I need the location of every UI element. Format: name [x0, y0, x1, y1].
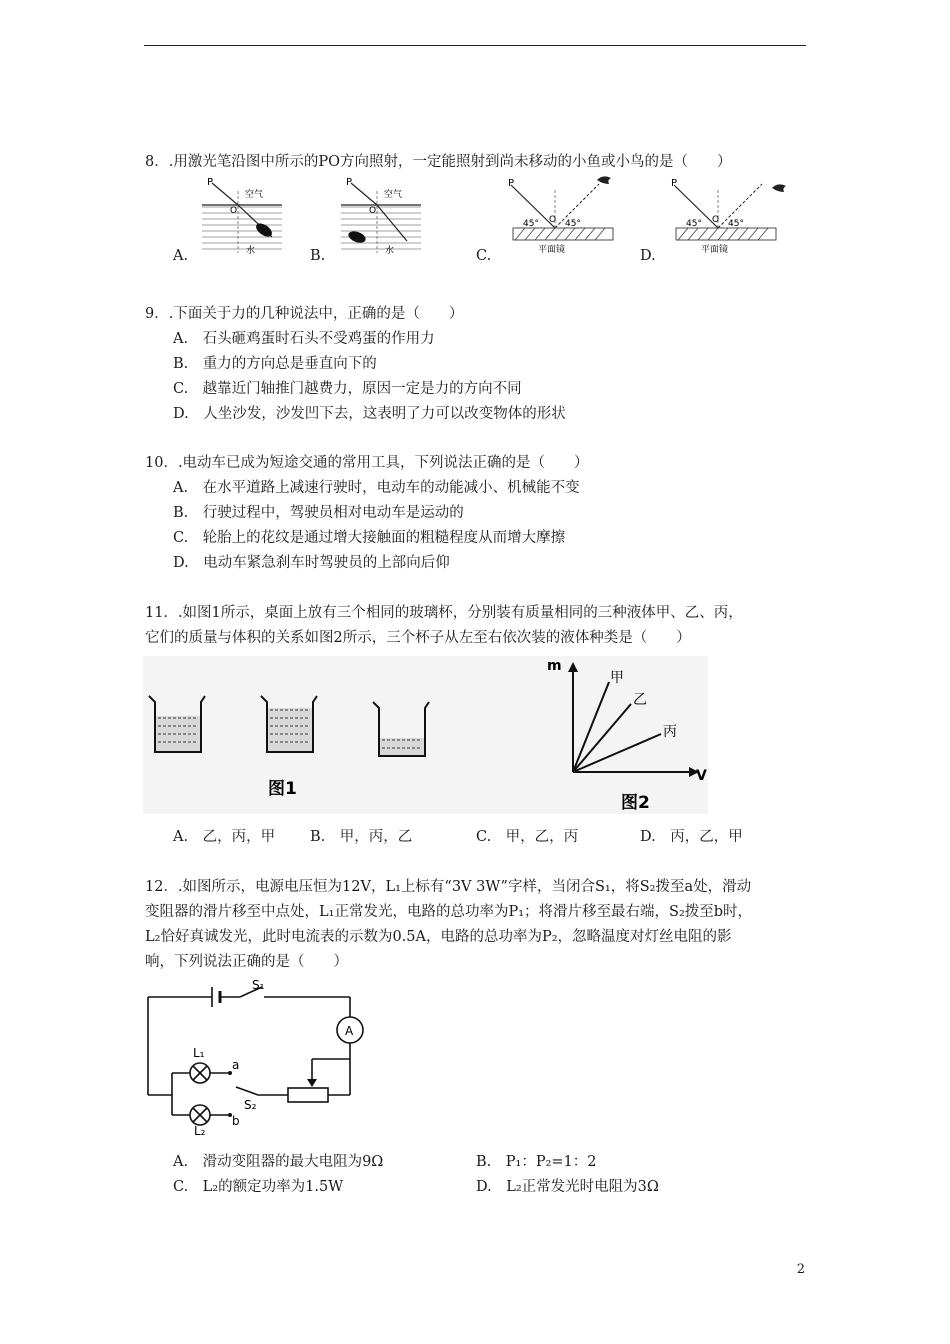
q11-fig1-caption: 图1 [268, 779, 297, 799]
q8b-label-p: P [346, 177, 353, 188]
q8-option-c: C. [476, 248, 492, 264]
q8c-label-o: O [549, 215, 557, 225]
q8d-label-p: P [671, 178, 678, 189]
q8-stem: 8．.用激光笔沿图中所示的PO方向照射，一定能照射到尚未移动的小鱼或小鸟的是（ ） [145, 154, 732, 170]
q8-option-b: B. [310, 248, 326, 264]
q8d-angle-right: 45° [728, 219, 744, 229]
q9-stem: 9．.下面关于力的几种说法中，正确的是（ ） [145, 306, 464, 322]
q8c-label-mirror: 平面镜 [538, 245, 566, 255]
q8d-label-mirror: 平面镜 [701, 245, 729, 255]
q12-label-l1: L₁ [193, 1046, 205, 1060]
q8c-angle-left: 45° [523, 219, 539, 229]
q9-option-a: A. 石头砸鸡蛋时石头不受鸡蛋的作用力 [173, 331, 435, 347]
q11-option-b: B. 甲，丙，乙 [310, 829, 413, 845]
q8b-label-water: 水 [385, 246, 395, 256]
q8c-label-p: P [508, 178, 515, 189]
q11-figures [143, 656, 708, 814]
header-rule [144, 45, 806, 46]
q8a-label-water: 水 [246, 246, 256, 256]
q8-option-a: A. [173, 248, 189, 264]
q9-option-c: C. 越靠近门轴推门越费力，原因一定是力的方向不同 [173, 381, 522, 397]
q10-option-c: C. 轮胎上的花纹是通过增大接触面的粗糙程度从而增大摩擦 [173, 530, 566, 546]
q9-option-d: D. 人坐沙发，沙发凹下去，这表明了力可以改变物体的形状 [173, 406, 566, 422]
q11-axis-m: m [547, 658, 562, 674]
q12-label-b: b [232, 1114, 240, 1128]
q11-stem-line2: 它们的质量与体积的关系如图2所示，三个杯子从左至右依次装的液体种类是（ ） [145, 630, 691, 646]
q10-option-d: D. 电动车紧急刹车时驾驶员的上部向后仰 [173, 555, 450, 571]
q12-option-d: D. L₂正常发光时电阻为3Ω [476, 1179, 659, 1195]
q8-option-d: D. [640, 248, 656, 264]
q12-circuit [140, 975, 370, 1135]
q8-figure-c [505, 170, 625, 258]
page-number: 2 [796, 1262, 805, 1277]
q12-label-a: a [232, 1058, 240, 1072]
q10-stem: 10．.电动车已成为短途交通的常用工具，下列说法正确的是（ ） [145, 455, 589, 471]
q12-stem-line3: L₂恰好真诚发光，此时电流表的示数为0.5A，电路的总功率为P₂，忽略温度对灯丝电阻的影 [145, 929, 732, 945]
q8a-label-air: 空气 [245, 190, 264, 200]
q11-axis-v: V [696, 768, 707, 784]
q9-option-b: B. 重力的方向总是垂直向下的 [173, 356, 377, 372]
q12-label-s2: S₂ [244, 1098, 257, 1112]
q8b-label-air: 空气 [384, 190, 403, 200]
q8d-angle-left: 45° [686, 219, 702, 229]
q11-option-d: D. 丙，乙，甲 [640, 829, 743, 845]
q11-fig2-caption: 图2 [621, 793, 650, 813]
q12-label-l2: L₂ [194, 1124, 206, 1135]
q11-line-label-bing: 丙 [663, 724, 677, 740]
q8b-label-o: O [369, 206, 377, 216]
q8-figure-b [337, 175, 429, 257]
q8c-angle-right: 45° [565, 219, 581, 229]
q12-label-ammeter: A [345, 1024, 354, 1038]
q12-stem-line2: 变阻器的滑片移至中点处，L₁正常发光，电路的总功率为P₁；将滑片移至最右端，S₂拨至b时， [145, 904, 753, 920]
q11-stem-line1: 11．.如图1所示，桌面上放有三个相同的玻璃杯，分别装有质量相同的三种液体甲、乙、丙， [145, 605, 743, 621]
q12-option-c: C. L₂的额定功率为1.5W [173, 1179, 344, 1195]
q8-figure-a [198, 175, 290, 257]
q12-stem-line1: 12．.如图所示，电源电压恒为12V，L₁上标有“3V 3W”字样，当闭合S₁，将S₂拨至a处，滑动 [145, 879, 752, 895]
q12-option-b: B. P₁：P₂=1：2 [476, 1154, 597, 1170]
q8d-label-o: O [712, 215, 720, 225]
q11-option-c: C. 甲，乙，丙 [476, 829, 579, 845]
q8a-label-p: P [207, 177, 214, 188]
q11-line-label-yi: 乙 [633, 692, 647, 708]
q12-option-a: A. 滑动变阻器的最大电阻为9Ω [173, 1154, 384, 1170]
q8-figure-d [668, 170, 798, 258]
q11-option-a: A. 乙，丙，甲 [173, 829, 276, 845]
q12-stem-line4: 响，下列说法正确的是（ ） [145, 954, 348, 970]
q10-option-b: B. 行驶过程中，驾驶员相对电动车是运动的 [173, 505, 464, 521]
q12-label-s1: S₁ [252, 978, 265, 992]
q11-line-label-jia: 甲 [610, 670, 624, 686]
q8a-label-o: O [230, 206, 238, 216]
q10-option-a: A. 在水平道路上减速行驶时，电动车的动能减小、机械能不变 [173, 480, 580, 496]
